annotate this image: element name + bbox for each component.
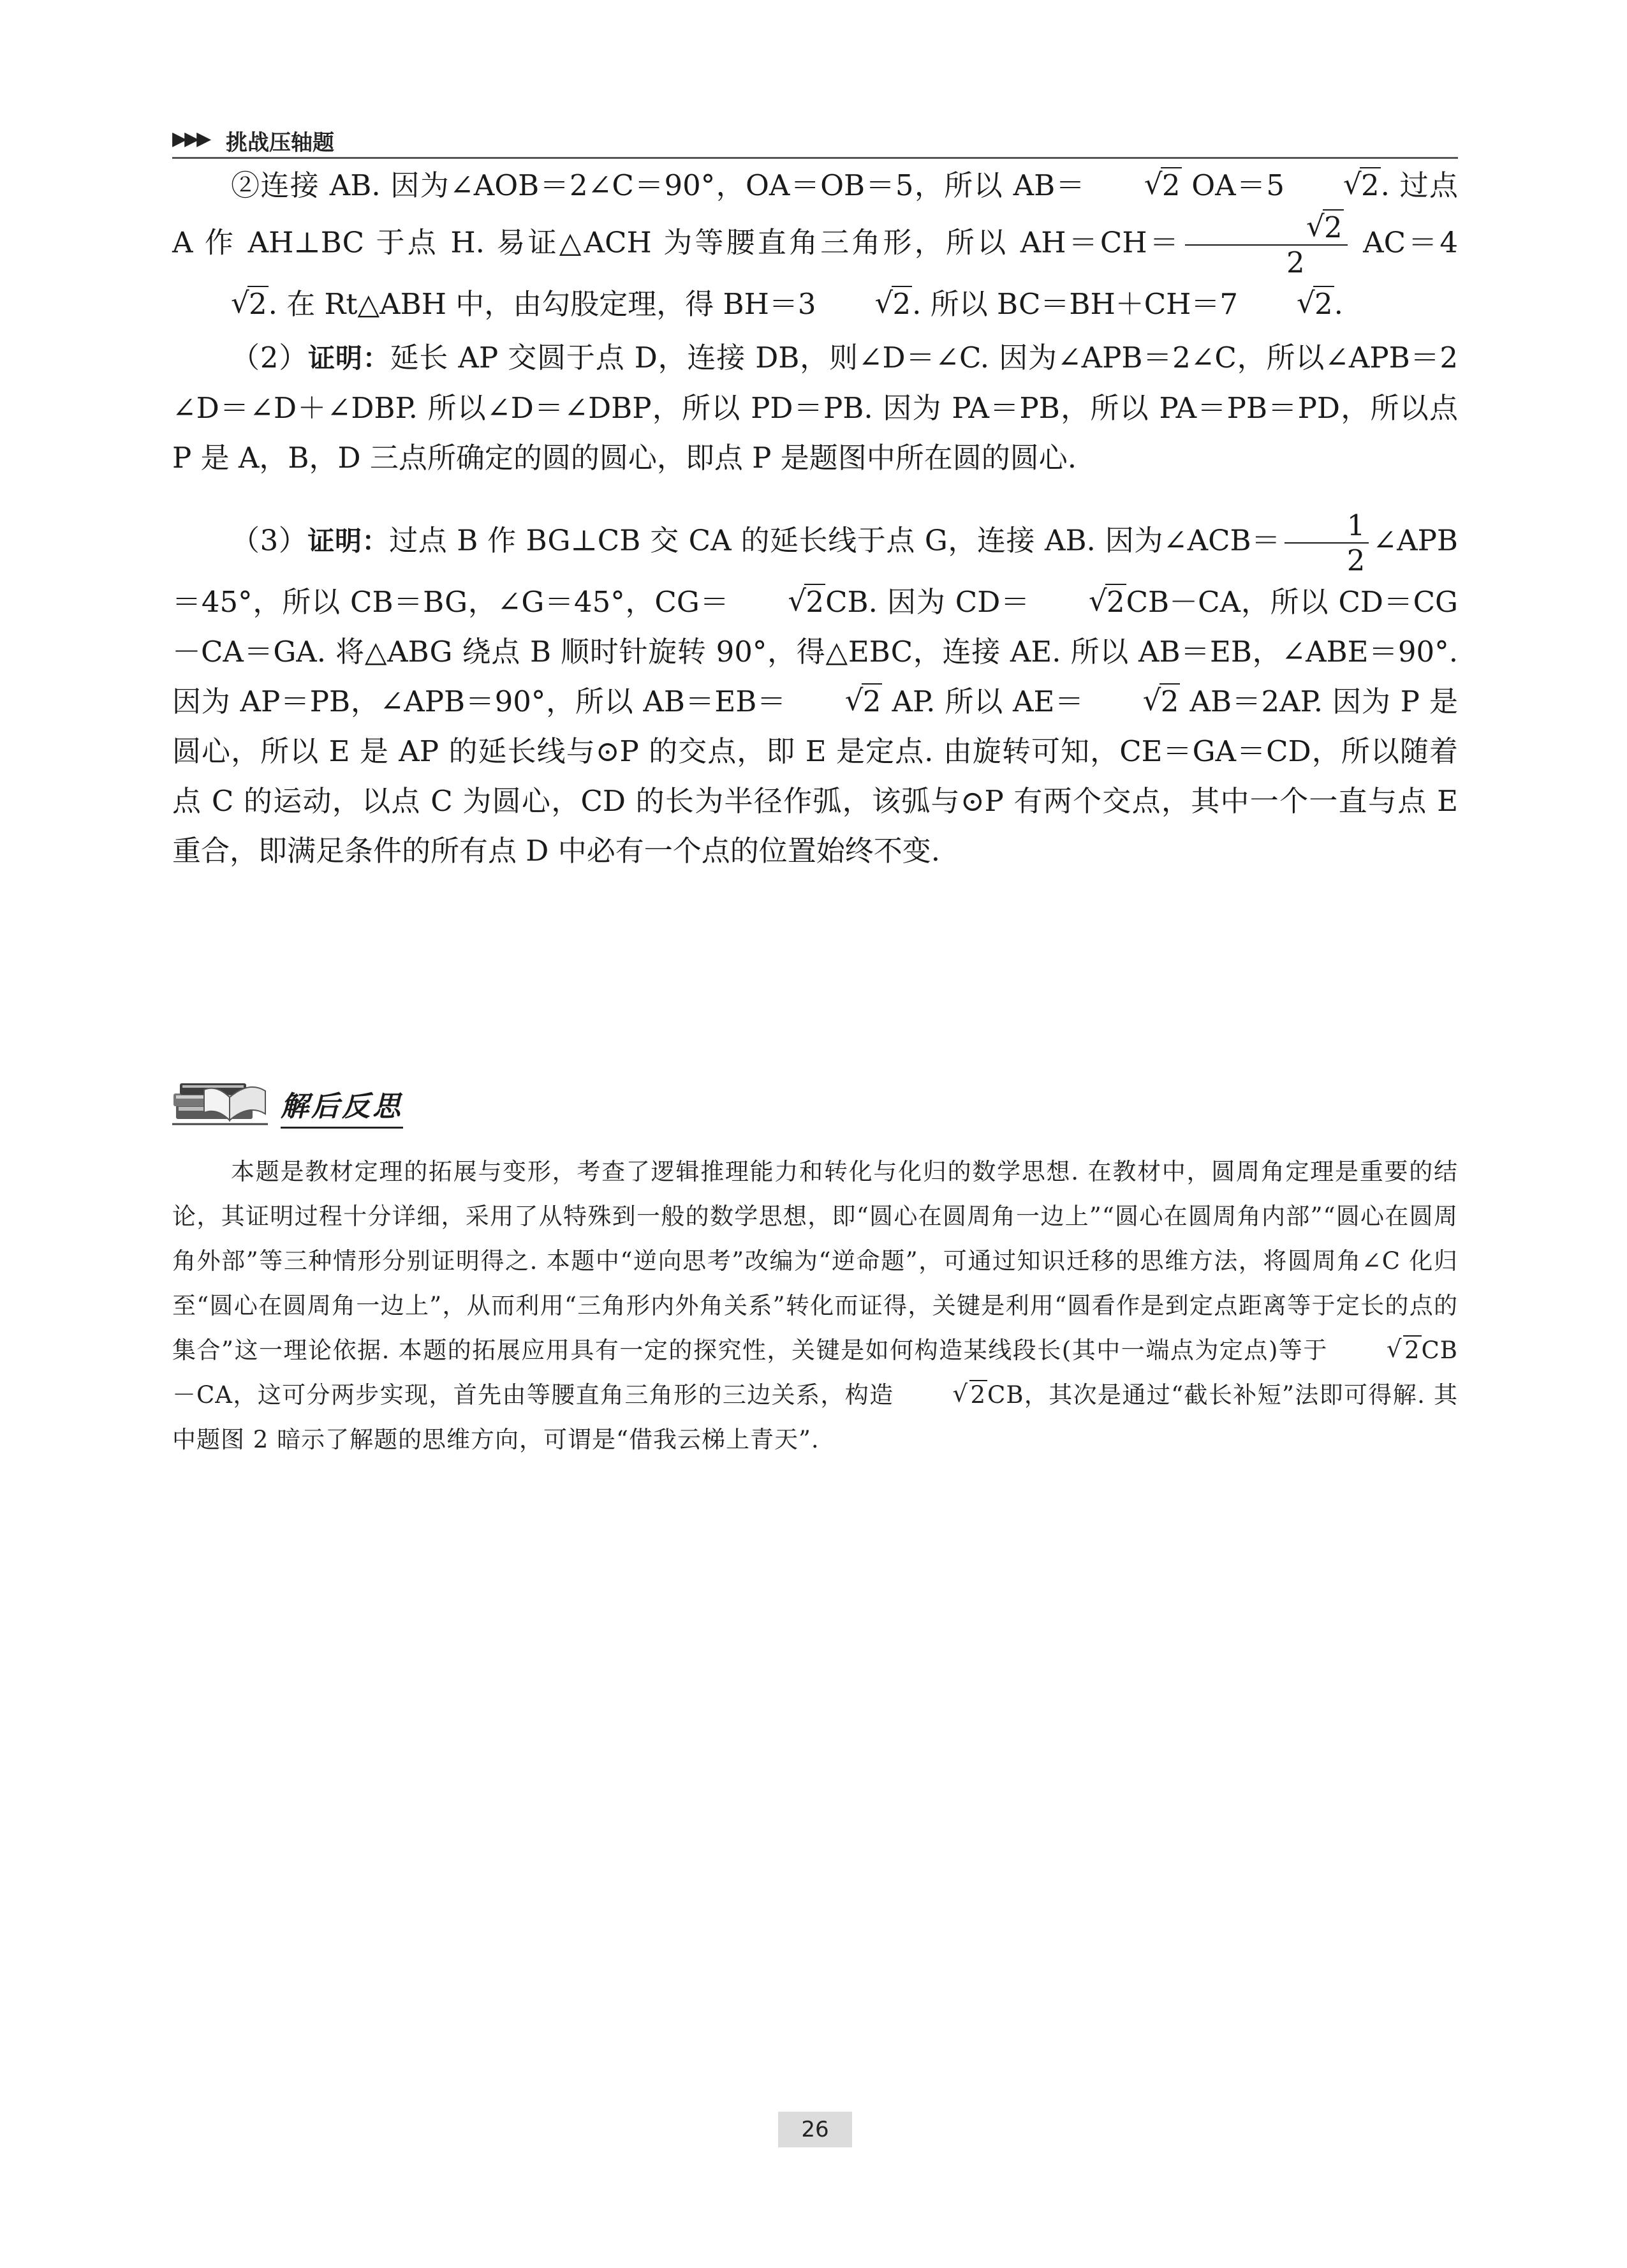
running-header [172,125,1458,159]
fraction-sqrt2-over-2: √ $\frac{2}{2}$ [1185,211,1348,279]
solution-part-1-2: ②连接 AB. 因为∠AOB＝2∠C＝90°，OA＝OB＝5，所以 AB＝√ 2 OA＝5√ 2. 过点 A 作 AH⊥BC 于点 H. 易证△ACH 为等腰直角三角形，所以 AH＝CH＝ √ $\frac{2}{2}$ AC＝4√ 2. 在 Rt△ABH 中，由勾股定理，得 BH＝3√ 2. 所以 BC＝BH＋CH＝7√ 2. [172,161,1458,329]
sqrt-2: √ 2 [1086,161,1182,211]
sqrt-2: √ 2 [1285,161,1381,211]
sqrt-2: √ 2 [729,577,825,627]
sqrt-2: √ 2 [1328,1328,1422,1373]
sqrt-2: √ 2 [786,677,883,727]
sqrt-2: √ 2 [172,279,269,329]
header-arrows-icon: ▶▶▶ [172,128,209,150]
solution-body [172,161,1458,876]
header-title: 挑战压轴题 [226,130,334,156]
books-icon [172,1072,268,1129]
page-number: 26 [778,2112,852,2147]
sqrt-2: √ 2 [816,279,913,329]
solution-part-3: （3）证明：过点 B 作 BG⊥CB 交 CA 的延长线于点 G，连接 AB. 因为∠ACB＝ $\frac{1}{2}$ ∠APB＝45°，所以 CB＝BG，∠G＝45°，CG＝√ 2CB. 因为 CD＝√ 2CB－CA，所以 CD＝CG－CA＝GA. 将△ABG 绕点 B 顺时针旋转 90°，得△EBC，连接 AE. 所以 AB＝EB，∠ABE＝90°. 因为 AP＝PB，∠APB＝90°，所以 AB＝EB＝√ 2 AP. 所以 AE＝√ 2 AB＝2AP. 因为 P 是圆心，所以 E 是 AP 的延长线与⊙P 的交点，即 E 是定点. 由旋转可知，CE＝GA＝CD，所以随着点 C 的运动，以点 C 为圆心，CD 的长为半径作弧，该弧与⊙P 有两个交点，其中一个一直与点 E 重合，即满足条件的所有点 D 中必有一个点的位置始终不变. [172,508,1458,876]
proof-label: 证明： [307,525,390,557]
solution-part-2: （2）证明：延长 AP 交圆于点 D，连接 DB，则∠D＝∠C. 因为∠APB＝2∠C，所以∠APB＝2∠D＝∠D＋∠DBP. 所以∠D＝∠DBP，所以 PD＝PB. 因为 PA＝PB，所以 PA＝PB＝PD，所以点 P 是 A，B，D 三点所确定的圆的圆心，即点 P 是题图中所在圆的圆心. [172,341,1458,475]
sqrt-2: √ 2 [1084,677,1181,727]
proof-label: 证明： [308,343,390,374]
reflection-heading [172,1072,478,1129]
reflection-body [172,1150,1458,1462]
sqrt-2: √ 2 [1238,279,1334,329]
reflection-title: 解后反思 [281,1083,403,1129]
sqrt-2: √ 2 [1030,577,1126,627]
sqrt-2: √ 2 [894,1373,988,1418]
reflection-paragraph: 本题是教材定理的拓展与变形，考查了逻辑推理能力和转化与化归的数学思想. 在教材中，圆周角定理是重要的结论，其证明过程十分详细，采用了从特殊到一般的数学思想，即“圆心在圆周角一边上”“圆心在圆周角内部”“圆心在圆周角外部”等三种情形分别证明得之. 本题中“逆向思考”改编为“逆命题”，可通过知识迁移的思维方法，将圆周角∠C 化归至“圆心在圆周角一边上”，从而利用“三角形内外角关系”转化而证得，关键是利用“圆看作是到定点距离等于定长的点的集合”这一理论依据. 本题的拓展应用具有一定的探究性，关键是如何构造某线段长(其中一端点为定点)等于√ 2CB－CA，这可分两步实现，首先由等腰直角三角形的三边关系，构造√ 2CB，其次是通过“截长补短”法即可得解. 其中题图 2 暗示了解题的思维方向，可谓是“借我云梯上青天”. [172,1150,1458,1462]
fraction-1-over-2: $\frac{1}{2}$ [1285,508,1369,577]
